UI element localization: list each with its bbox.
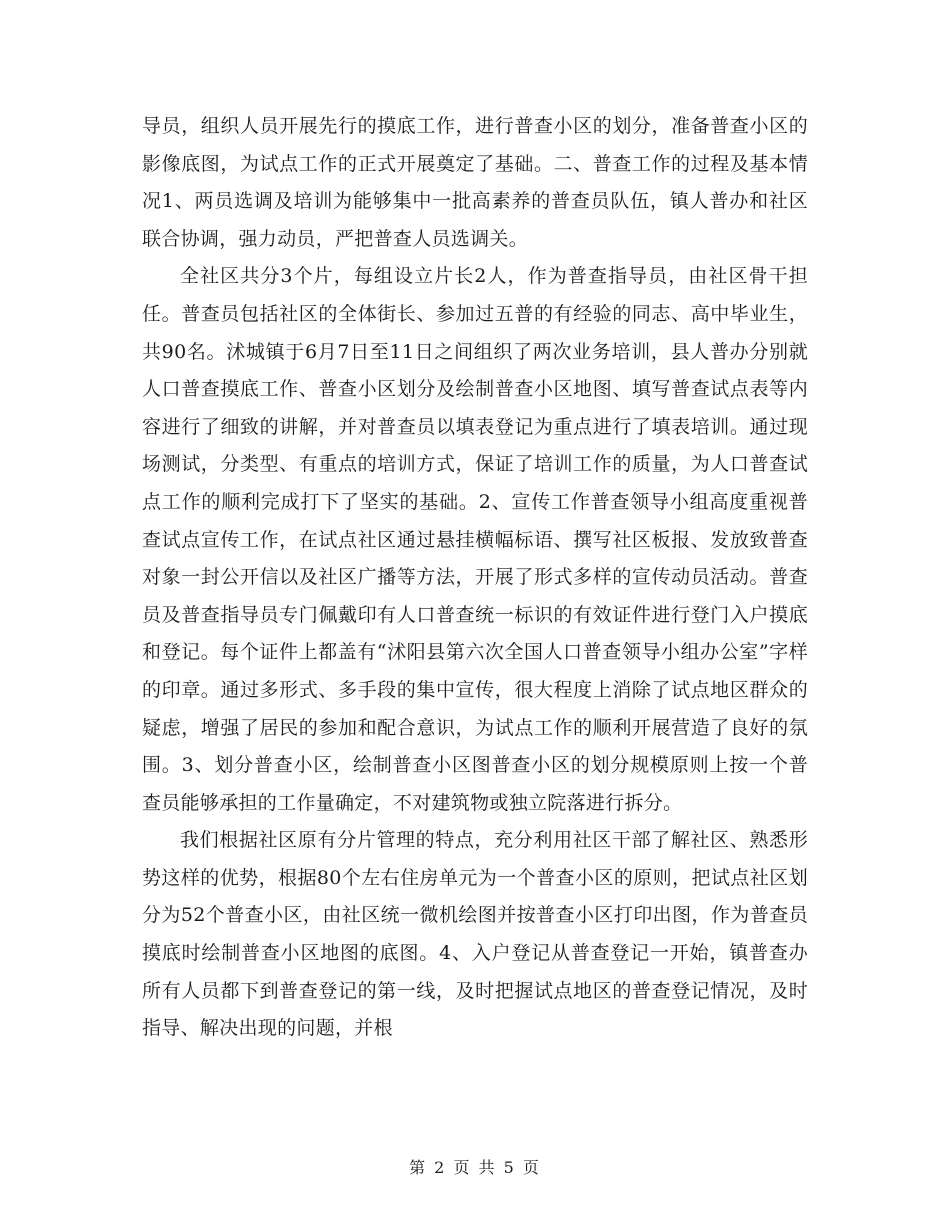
paragraph-2: 全社区共分3个片，每组设立片长2人，作为普查指导员，由社区骨干担任。普查员包括社区的全体街长、参加过五普的有经验的同志、高中毕业生，共90名。沭城镇于6月7日至11日之间组织了两次业务培训，县人普办分别就人口普查摸底工作、普查小区划分及绘制普查小区地图、填写普查试点表等内容进行了细致的讲解，并对普查员以填表登记为重点进行了填表培训。通过现场测试，分类型、有重点的培训方式，保证了培训工作的质量，为人口普查试点工作的顺利完成打下了坚实的基础。2、宣传工作普查领导小组高度重视普查试点宣传工作，在试点社区通过悬挂横幅标语、撰写社区板报、发放致普查对象一封公开信以及社区广播等方法，开展了形式多样的宣传动员活动。普查员及普查指导员专门佩戴印有人口普查统一标识的有效证件进行登门入户摸底和登记。每个证件上都盖有“沭阳县第六次全国人口普查领导小组办公室”字样的印章。通过多形式、多手段的集中宣传，很大程度上消除了试点地区群众的疑虑，增强了居民的参加和配合意识，为试点工作的顺利开展营造了良好的氛围。3、划分普查小区，绘制普查小区图普查小区的划分规模原则上按一个普查员能够承担的工作量确定，不对建筑物或独立院落进行拆分。 xyxy=(142,265,808,814)
paragraph-1: 导员，组织人员开展先行的摸底工作，进行普查小区的划分，准备普查小区的影像底图，为试点工作的正式开展奠定了基础。二、普查工作的过程及基本情况1、两员选调及培训为能够集中一批高素养的普查员队伍，镇人普办和社区联合协调，强力动员，严把普查人员选调关。 xyxy=(142,115,808,250)
paragraph-3: 我们根据社区原有分片管理的特点，充分利用社区干部了解社区、熟悉形势这样的优势，根据80个左右住房单元为一个普查小区的原则，把试点社区划分为52个普查小区，由社区统一微机绘图并按普查小区打印出图，作为普查员摸底时绘制普查小区地图的底图。4、入户登记从普查登记一开始，镇普查办所有人员都下到普查登记的第一线，及时把握试点地区的普查登记情况，及时指导、解决出现的问题，并根 xyxy=(142,829,808,1040)
page-number-footer: 第 2 页 共 5 页 xyxy=(409,1158,541,1177)
document-body xyxy=(142,108,808,1048)
